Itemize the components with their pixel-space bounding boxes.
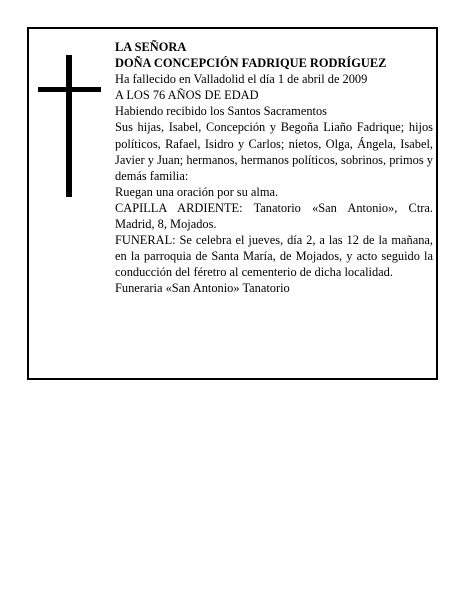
prayer-line: Ruegan una oración por su alma. [115,184,279,199]
heading-title: LA SEÑORA [115,40,187,54]
obituary-notice-frame [27,27,438,380]
death-line: Ha fallecido en Valladolid el día 1 de abril de 2009 [115,72,368,87]
sacraments-line: Habiendo recibido los Santos Sacramentos [115,104,327,119]
cross-vertical-bar [66,55,72,197]
chapel-paragraph: CAPILLA ARDIENTE: Tanatorio «San Antonio», Ctra. Madrid, 8, Mojados. [115,200,433,232]
cross-horizontal-bar [38,87,101,92]
funeral-home-line: Funeraria «San Antonio» Tanatorio [115,281,290,296]
age-line: A LOS 76 AÑOS DE EDAD [115,88,259,103]
funeral-paragraph: FUNERAL: Se celebra el jueves, día 2, a las 12 de la mañana, en la parroquia de Santa María, de Mojados, y acto seguido la conducción del féretro al cementerio de dicha localidad. [115,233,433,280]
deceased-name: DOÑA CONCEPCIÓN FADRIQUE RODRÍGUEZ [115,56,387,71]
obituary-text [115,39,433,297]
family-paragraph: Sus hijas, Isabel, Concepción y Begoña Liaño Fadrique; hijos políticos, Rafael, Isidro y Carlos; nietos, Olga, Ángela, Isabel, Javier y Juan; hermanos, hermanos políticos, sobrinos, primos y demás familia: [115,120,433,183]
